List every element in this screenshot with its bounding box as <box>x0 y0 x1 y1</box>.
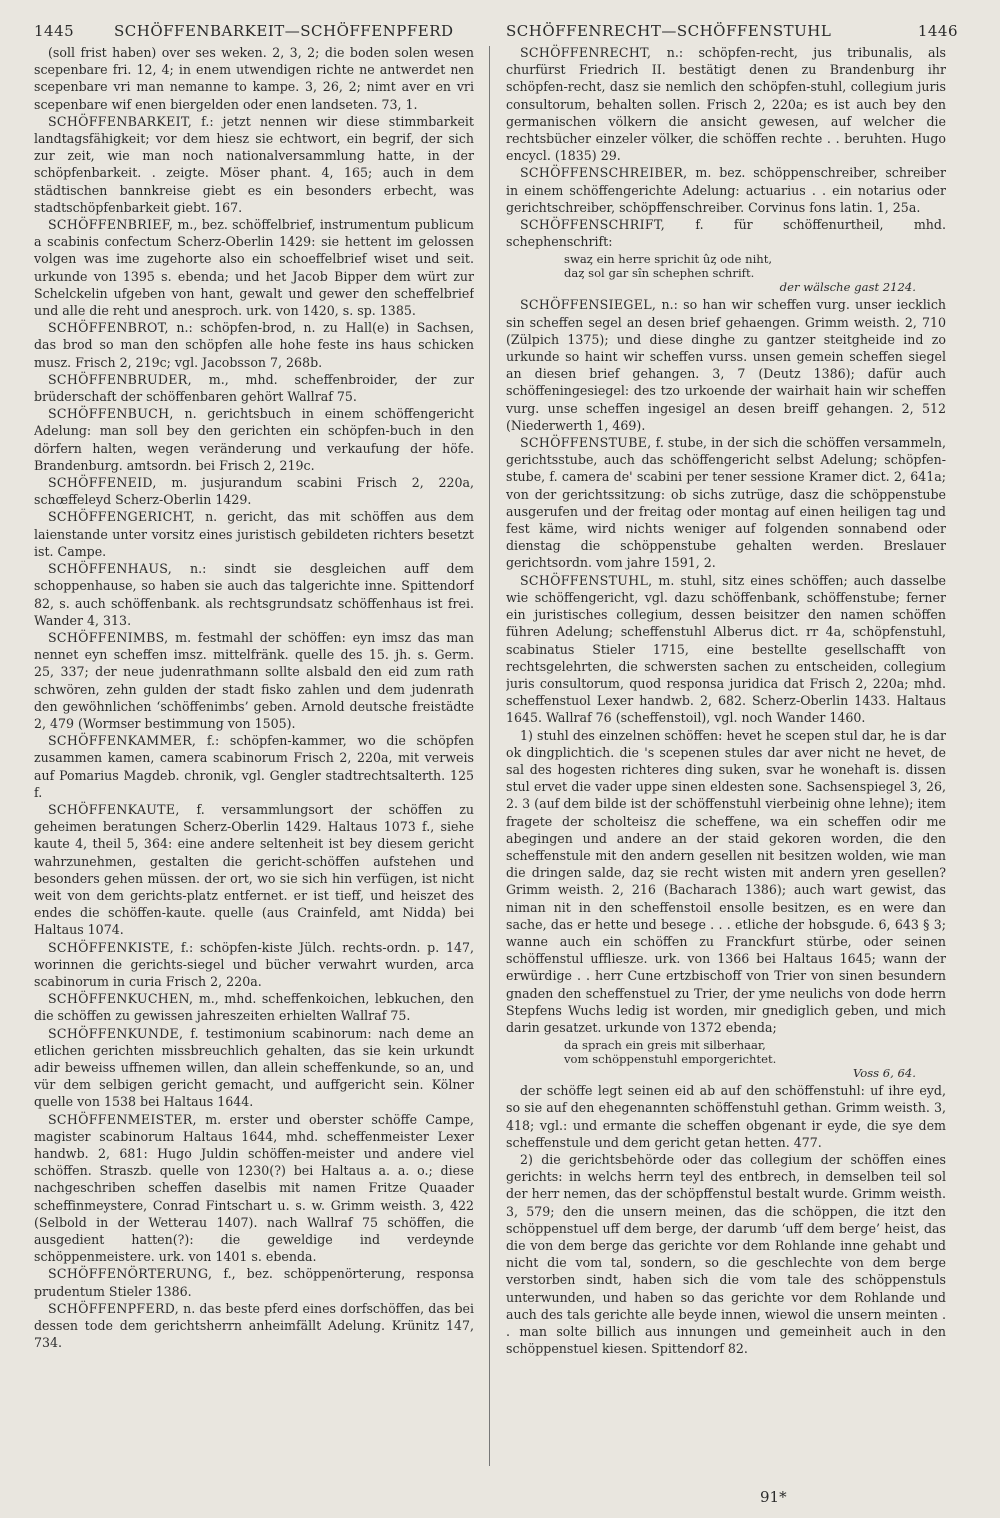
verse-line: swaȥ ein herre sprichit ûȥ ode niht, <box>564 252 773 267</box>
left-page-number: 1445 <box>34 22 75 40</box>
verse-line: da sprach ein greis mit silberhaar, <box>564 1038 766 1053</box>
dictionary-entry <box>34 371 474 405</box>
dictionary-entry <box>506 164 946 216</box>
dictionary-entry <box>506 44 946 164</box>
signature-mark: 91* <box>760 1488 787 1506</box>
entry-text: m., mhd. scheffenkoichen, lebkuchen, den die schöffen zu gewissen jahreszeiten erhielten Wallraf 75. <box>34 991 474 1024</box>
entry-text: n. gericht, das mit schöffen aus dem laienstande unter vorsitz eines juristisch gebildeten richters besetzt ist. Campe. <box>34 509 474 559</box>
entry-headword: SCHÖFFENÖRTERUNG, <box>48 1266 213 1282</box>
entry-headword: SCHÖFFENRECHT, <box>520 45 652 60</box>
left-column <box>34 44 474 1484</box>
entry-text: f.: schöpfen-kammer, wo die schöpfen zusammen kamen, camera scabinorum Frisch 2, 220a, mit verweis auf Pomarius Magdeb. chronik, vgl. Gengler stadtrechtsalterth. 125 f. <box>34 733 474 800</box>
dictionary-entry <box>506 1082 946 1151</box>
dictionary-entry <box>34 560 474 629</box>
dictionary-entry <box>34 113 474 216</box>
entry-text: m., mhd. scheffenbroider, der zur brüderschaft der schöffenbaren gehört Wallraf 75. <box>34 371 474 405</box>
dictionary-entry <box>34 732 474 801</box>
entry-text: m. festmahl der schöffen: eyn imsz das man nennet eyn scheffen imsz. mittelfränk. quelle des 15. jh. s. Germ. 25, 337; der neue judenrathmann sollte alsbald den eid zum rath schwören, zehn gulden der stadt fisko zahlen und dem judenrath den gewöhnlichen ‘schöffenimbs’ geben. Arnold deutsche freistädte 2, 479 (Wormser bestimmung von 1505). <box>34 629 474 731</box>
entry-headword: SCHÖFFENGERICHT, <box>48 509 195 525</box>
text-columns <box>34 44 966 1484</box>
entry-text: (soll frist haben) over ses weken. 2, 3, 2; die boden solen wesen scepenbare fri. 12, 4; in enem utwendigen richte ne antwerdet nen scepenbare vri man nemanne to kampe. 3, 26, 2; nimt aver en vri scepenbare wif enen biergelden oder enen landseten. 73, 1. <box>34 45 474 112</box>
dictionary-entry <box>506 727 946 1037</box>
entry-text: f. für schöffenurtheil, mhd. schephenschrift: <box>506 217 946 250</box>
dictionary-entry <box>34 405 474 474</box>
dictionary-entry <box>34 629 474 732</box>
entry-headword: SCHÖFFENIMBS, <box>48 629 169 645</box>
entry-text: n. gerichtsbuch in einem schöffengericht Adelung: man soll bey den gerichten ein schöpfen-buch in den dörfern halten, wegen veränderung und verkaufung der höfe. Brandenburg. amtsordn. bei Frisch 2, 219c. <box>34 406 474 473</box>
entry-headword: SCHÖFFENPFERD, <box>48 1300 179 1316</box>
dictionary-entry <box>34 939 474 991</box>
column-divider <box>489 46 490 1466</box>
right-column <box>506 44 946 1484</box>
entry-headword: SCHÖFFENBROT, <box>48 320 169 336</box>
dictionary-entry <box>34 801 474 939</box>
verse-quotation <box>564 1038 946 1080</box>
right-page-number: 1446 <box>917 22 958 40</box>
running-header <box>28 14 972 44</box>
dictionary-entry <box>34 1300 474 1352</box>
entry-text: 1) stuhl des einzelnen schöffen: hevet he scepen stul dar, he is dar ok dingplichtich. die 's scepenen stules dar aver nicht ne hevet, de sal des hogesten richteres ding suken, svar he wonehaft is. dissen stul ervet die vader uppe sinen eldesten sone. Sachsenspiegel 3, 26, 2. 3 (auf dem bilde ist der schöffenstuhl vierbeinig ohne lehne); item fragete der scholteisz die scheffene, wa ein scheffen odir me abegingen und andere an der staid gekoren worden, die den scheffenstule mit den andern gesellen nit besitzen wolden, wie man die dringen salde, daȥ sie recht wisten mit andern yren gesellen? Grimm weisth. 2, 216 (Bacharach 1386); auch wart gewist, das niman nit in den scheffenstoil ensolle besitzen, es en were dan sache, das er hette und besege . . . etliche der hobsgude. 6, 643 § 3; wanne auch ein schöffen zu Franckfurt stürbe, oder seinen schöffenstul uffliesze. urk. von 1366 bei Haltaus 1645; wann der erwürdige . . herr Cune ertzbischoff von Trier von sinen besundern gnaden den scheffenstuel zu Trier, der yme neulichs von dode herrn Stepfens Wuchs ledig ist worden, mir gnediglich geben, und mich darin gesatzet. urkunde von 1372 ebenda; <box>506 727 946 1035</box>
entry-headword: SCHÖFFENBRIEF, <box>48 217 174 233</box>
left-running-title: SCHÖFFENBARKEIT—SCHÖFFENPFERD <box>114 22 454 40</box>
dictionary-entry <box>34 990 474 1024</box>
dictionary-entry <box>506 1151 946 1357</box>
entry-headword: SCHÖFFENKUCHEN, <box>48 991 194 1007</box>
entry-text: n.: so han wir scheffen vurg. unser iecklich sin scheffen segel an desen brief gehaengen. Grimm weisth. 2, 710 (Zülpich 1375); und diese dinghe zu gantzer steitgheide ind zo urkunde so haint wir scheffen vurss. unsen gemein scheffen siegel an diesen brief gehangen. 3, 7 (Deutz 1386); dafür auch schöffeningesiegel: des tzo urkoende der wairhait hain wir scheffen vurg. unse scheffen ingesigel an desen breiff gehangen. 2, 512 (Niederwerth 1, 469). <box>506 297 946 433</box>
entry-headword: SCHÖFFENKAMMER, <box>48 733 197 749</box>
entry-text: f.: schöpfen-kiste Jülch. rechts-ordn. p. 147, worinnen die gerichts-siegel und bücher verwahrt wurden, arca scabinorum in curia Frisch 2, 220a. <box>34 939 474 989</box>
entry-text: n.: schöpfen-brod, n. zu Hall(e) in Sachsen, das brod so man den schöpfen alle hohe feste ins haus schicken musz. Frisch 2, 219c; vgl. Jacobsson 7, 268b. <box>34 320 474 370</box>
entry-headword: SCHÖFFENSCHREIBER, <box>520 165 688 181</box>
entry-text: m. jusjurandum scabini Frisch 2, 220a, schœffeleyd Scherz-Oberlin 1429. <box>34 475 474 508</box>
entry-text: m., bez. schöffelbrief, instrumentum publicum a scabinis confectum Scherz-Oberlin 1429: sie hettent im gelossen volgen was ime zugehorte also ein schoeffelbrief wiset und seit. urkunde von 1395 s. ebenda; und het Jacob Bipper dem würt zur Schelckelin ufgeben von hant, gewalt und gewer den scheffelbrief und alle die reht und anesproch. urk. von 1420, s. sp. 1385. <box>34 217 474 319</box>
dictionary-entry <box>34 1025 474 1111</box>
dictionary-entry <box>34 508 474 560</box>
entry-text: der schöffe legt seinen eid ab auf den schöffenstuhl: uf ihre eyd, so sie auf den ehegenannten schöffenstuhl gethan. Grimm weisth. 3, 418; vgl.: und ermante die scheffen obgenant ir eyde, die sye dem scheffenstule und dem gericht getan hetten. 477. <box>506 1083 946 1150</box>
verse-source: Voss 6, 64. <box>852 1066 916 1081</box>
entry-text: m. bez. schöppenschreiber, schreiber in einem schöffengerichte Adelung: actuarius . . ein notarius oder gerichtschreiber, schöpffenschreiber. Corvinus fons latin. 1, 25a. <box>506 165 946 215</box>
verse-line: vom schöppenstuhl emporgerichtet. <box>564 1052 777 1067</box>
verse-source: der wälsche gast 2124. <box>779 280 916 295</box>
entry-text: f. testimonium scabinorum: nach deme an etlichen gerichten missbreuchlich gehalten, das sie kein urkundt adir beweiss uffnemen willen, dan allein scheffenkunde, so an, und vür dem selbigen gericht gemacht, und auffgericht sein. Kölner quelle von 1538 bei Haltaus 1644. <box>34 1025 474 1110</box>
entry-text: n. das beste pferd eines dorfschöffen, das bei dessen tode dem gerichtsherrn anheimfällt Adelung. Krünitz 147, 734. <box>34 1300 474 1351</box>
dictionary-entry <box>34 216 474 319</box>
entry-text: f. versammlungsort der schöffen zu geheimen beratungen Scherz-Oberlin 1429. Haltaus 1073 f., siehe kaute 4, theil 5, 364: eine andere seltenheit ist bey diesem gericht wahrzunehmen, gestalten die gericht-schöffen aufstehen und besonders gehen müssen. der ort, wo sie sich hin verfügen, ist nicht weit von dem gerichts-platz entfernet. er ist tieff, und heiszet des endes die schöffen-kaute. quelle (aus Crainfeld, amt Nidda) bei Haltaus 1074. <box>34 801 474 938</box>
entry-text: m. stuhl, sitz eines schöffen; auch dasselbe wie schöffengericht, vgl. dazu schöffenbank, schöffenstube; ferner ein juristisches collegium, dessen beisitzer den namen schöffen führen Adelung; scheffenstuhl Alberus dict. rr 4a, schöpfenstuhl, scabinatus Stieler 1715, eine bestellte gesellschafft von rechtsgelehrten, die schwersten sachen zu entscheiden, collegium juris consultorum, quod responsa juridica dat Frisch 2, 220a; mhd. scheffenstuol Lexer handwb. 2, 682. Scherz-Oberlin 1433. Haltaus 1645. Wallraf 76 (scheffenstoil), vgl. noch Wander 1460. <box>506 572 946 726</box>
entry-headword: SCHÖFFENBARKEIT, <box>48 113 193 129</box>
dictionary-entry <box>506 434 946 572</box>
entry-headword: SCHÖFFENBUCH, <box>48 406 174 422</box>
entry-text: f., bez. schöppenörterung, responsa prudentum Stieler 1386. <box>34 1266 474 1299</box>
entry-text: n.: schöpfen-recht, jus tribunalis, als churfürst Friedrich II. bestätigt denen zu Brandenburg ihr schöpfen-recht, dasz sie nemlich den schöpfen-stuhl, collegium juris consultorum, behalten sollen. Frisch 2, 220a; es ist auch bey den germanischen völkern die ansicht gewesen, auf welcher die rechtsbücher einzeler völker, die schöffen rechte . . beruhten. Hugo encycl. (1835) 29. <box>506 45 946 164</box>
entry-text: f.: jetzt nennen wir diese stimmbarkeit landtagsfähigkeit; vor dem hiesz sie echtwort, ein begrif, der sich zur zeit, wie man noch nationalversammlung hatte, in der schöpfenbarkeit. . zeigte. Möser phant. 4, 165; auch in dem städtischen bannkreise giebt es ein besonders erbecht, was stadtschöpfenbarkeit giebt. 167. <box>34 113 474 215</box>
entry-headword: SCHÖFFENSCHRIFT, <box>520 217 666 233</box>
dictionary-entry <box>34 319 474 371</box>
entry-headword: SCHÖFFENSTUHL, <box>520 572 653 588</box>
entry-headword: SCHÖFFENKAUTE, <box>48 801 180 817</box>
entry-text: f. stube, in der sich die schöffen versammeln, gerichtsstube, auch das schöffengericht selbst Adelung; schöpfen-stube, f. camera de' scabini per tener sessione Kramer dict. 2, 641a; von der gerichtssitzung: ob sichs zutrüge, dasz die schöppenstube ausgerufen und der freitag oder montag auf einen heiligen tag und fest käme, wird nichts weniger auf folgenden sonnabend oder dienstag die schöppenstube gehalten werden. Breslauer gerichtsordn. vom jahre 1591, 2. <box>506 435 946 571</box>
entry-headword: SCHÖFFENMEISTER, <box>48 1111 197 1127</box>
dictionary-entry <box>506 572 946 727</box>
entry-text: 2) die gerichtsbehörde oder das collegium der schöffen eines gerichts: in welchs herrn teyl des entbrech, in demselben teil sol der herr nemen, das der schöpffenstul bestalt wurde. Grimm weisth. 3, 579; den die unsern meinen, das die schöppen, die itzt den schöppenstuel uff dem berge, der darumb ‘uff dem berge’ heist, das die von dem berge das gerichte vor dem Rohlande inne gehabt und nicht die vom tal, sondern, so die geschlechte von dem berge verstorben sindt, haben sich die vom tale des schöppenstuls unterwunden, und haben so das gerichte vor dem Rohlande und auch des tals gerichte alle beyde innen, wiewol die unsern meinten . . man solte billich aus innungen und gemeinheit auch in den schöppenstuel kiesen. Spittendorf 82. <box>506 1151 946 1357</box>
dictionary-entry <box>34 474 474 508</box>
entry-headword: SCHÖFFENBRUDER, <box>48 371 192 387</box>
entry-headword: SCHÖFFENEID, <box>48 475 157 491</box>
dictionary-entry <box>506 216 946 250</box>
entry-headword: SCHÖFFENKISTE, <box>48 939 175 955</box>
dictionary-entry <box>506 296 946 434</box>
entry-headword: SCHÖFFENSTUBE, <box>520 435 652 451</box>
entry-text: n.: sindt sie desgleichen auff dem schoppenhause, so haben sie auch das talgerichte inne. Spittendorf 82, s. auch schöffenbank. als rechtsgrundsatz schöffenhaus ist frei. Wander 4, 313. <box>34 561 474 628</box>
entry-headword: SCHÖFFENSIEGEL, <box>520 297 657 313</box>
dictionary-entry <box>34 44 474 113</box>
entry-headword: SCHÖFFENHAUS, <box>48 561 173 577</box>
right-running-title: SCHÖFFENRECHT—SCHÖFFENSTUHL <box>506 22 832 40</box>
verse-quotation <box>564 252 946 294</box>
entry-text: m. erster und oberster schöffe Campe, magister scabinorum Haltaus 1644, mhd. scheffenmeister Lexer handwb. 2, 681: Hugo Juldin schöffen-meister und andere viel schöffen. Straszb. quelle von 1230(?) bei Haltaus a. a. o.; diese nachgeschriben scheffen daselbis mit namen Fritze Quaader scheffinmeystere, Conrad Fintschart u. s. w. Grimm weisth. 3, 422 (Selbold in der Wetterau 1407). nach Wallraf 75 schöffen, die ausgedient hatten(?): die geweldige ind verdeynde schöppenmeistere. urk. von 1401 s. ebenda. <box>34 1111 474 1265</box>
dictionary-entry <box>34 1265 474 1299</box>
dictionary-entry <box>34 1111 474 1266</box>
verse-line: daȥ sol gar sîn schephen schrift. <box>564 266 755 281</box>
entry-headword: SCHÖFFENKUNDE, <box>48 1025 184 1041</box>
